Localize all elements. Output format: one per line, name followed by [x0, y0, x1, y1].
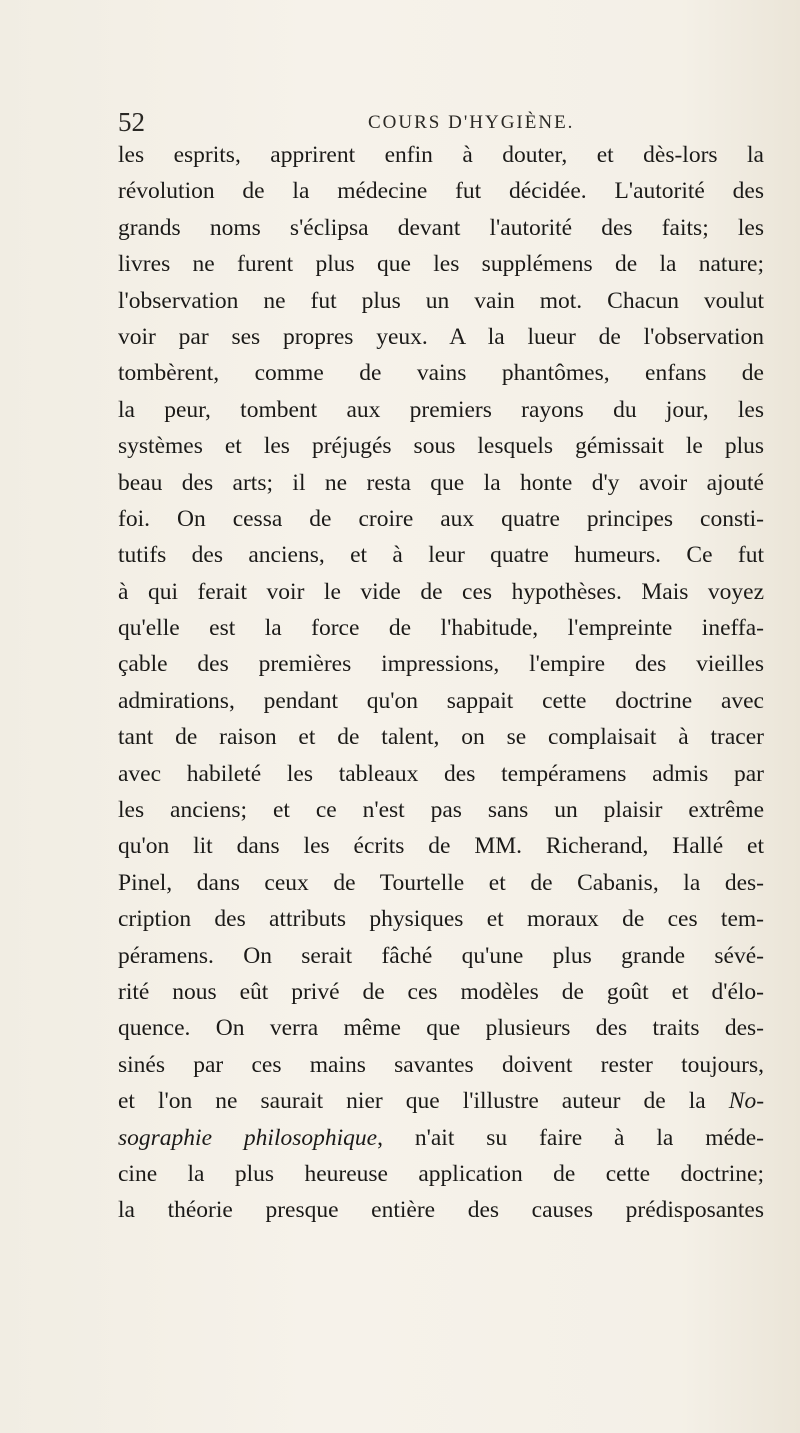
- text-line: révolution de la médecine fut décidée. L'autorité des: [118, 178, 764, 205]
- italic-segment: No-: [728, 1088, 764, 1115]
- text-line: l'observation ne fut plus un vain mot. Chacun voulut: [118, 287, 764, 314]
- running-title: COURS D'HYGIÈNE.: [368, 112, 575, 133]
- body-text: [118, 137, 764, 1229]
- page-number: 52: [118, 107, 145, 137]
- text-line: çable des premières impressions, l'empire des vieilles: [118, 651, 764, 678]
- text-line: tutifs des anciens, et à leur quatre humeurs. Ce fut: [118, 542, 764, 569]
- text-line: voir par ses propres yeux. A la lueur de l'observation: [118, 323, 764, 350]
- text-line: cine la plus heureuse application de cette doctrine;: [118, 1160, 764, 1187]
- italic-segment: sographie philosophique: [118, 1124, 378, 1151]
- text-line: rité nous eût privé de ces modèles de goût et d'élo-: [118, 978, 764, 1005]
- text-line: Pinel, dans ceux de Tourtelle et de Cabanis, la des-: [118, 869, 764, 896]
- text-line: les esprits, apprirent enfin à douter, et dès-lors la: [118, 142, 764, 168]
- text-line: systèmes et les préjugés sous lesquels gémissait le plus: [118, 433, 764, 460]
- text-line: les anciens; et ce n'est pas sans un plaisir extrême: [118, 797, 764, 824]
- running-head: [118, 104, 758, 140]
- text-line: sinés par ces mains savantes doivent rester toujours,: [118, 1051, 764, 1078]
- text-segment: , n'ait su faire à la méde-: [377, 1124, 764, 1151]
- text-line: livres ne furent plus que les supplémens de la nature;: [118, 251, 764, 278]
- text-segment: et l'on ne saurait nier que l'illustre auteur de la: [118, 1088, 706, 1115]
- text-line: qu'on lit dans les écrits de MM. Richerand, Hallé et: [118, 833, 764, 860]
- text-line: grands noms s'éclipsa devant l'autorité des faits; les: [118, 214, 764, 241]
- text-line: beau des arts; il ne resta que la honte d'y avoir ajouté: [118, 469, 764, 496]
- text-line: avec habileté les tableaux des tempéramens admis par: [118, 760, 764, 787]
- text-line: tant de raison et de talent, on se complaisait à tracer: [118, 724, 764, 751]
- text-line: à qui ferait voir le vide de ces hypothèses. Mais voyez: [118, 578, 764, 605]
- text-line: quence. On verra même que plusieurs des traits des-: [118, 1015, 764, 1042]
- text-line: la peur, tombent aux premiers rayons du jour, les: [118, 396, 764, 423]
- text-line: la théorie presque entière des causes prédisposantes: [118, 1197, 764, 1224]
- text-line: foi. On cessa de croire aux quatre principes consti-: [118, 505, 764, 532]
- text-line-with-italic: [118, 1083, 764, 1119]
- text-line: cription des attributs physiques et moraux de ces tem-: [118, 906, 764, 933]
- text-line: admirations, pendant qu'on sappait cette doctrine avec: [118, 687, 764, 714]
- text-line: tombèrent, comme de vains phantômes, enfans de: [118, 360, 764, 387]
- text-line-with-italic: [118, 1120, 764, 1156]
- text-line: péramens. On serait fâché qu'une plus grande sévé-: [118, 942, 764, 969]
- text-line: qu'elle est la force de l'habitude, l'empreinte ineffa-: [118, 615, 764, 642]
